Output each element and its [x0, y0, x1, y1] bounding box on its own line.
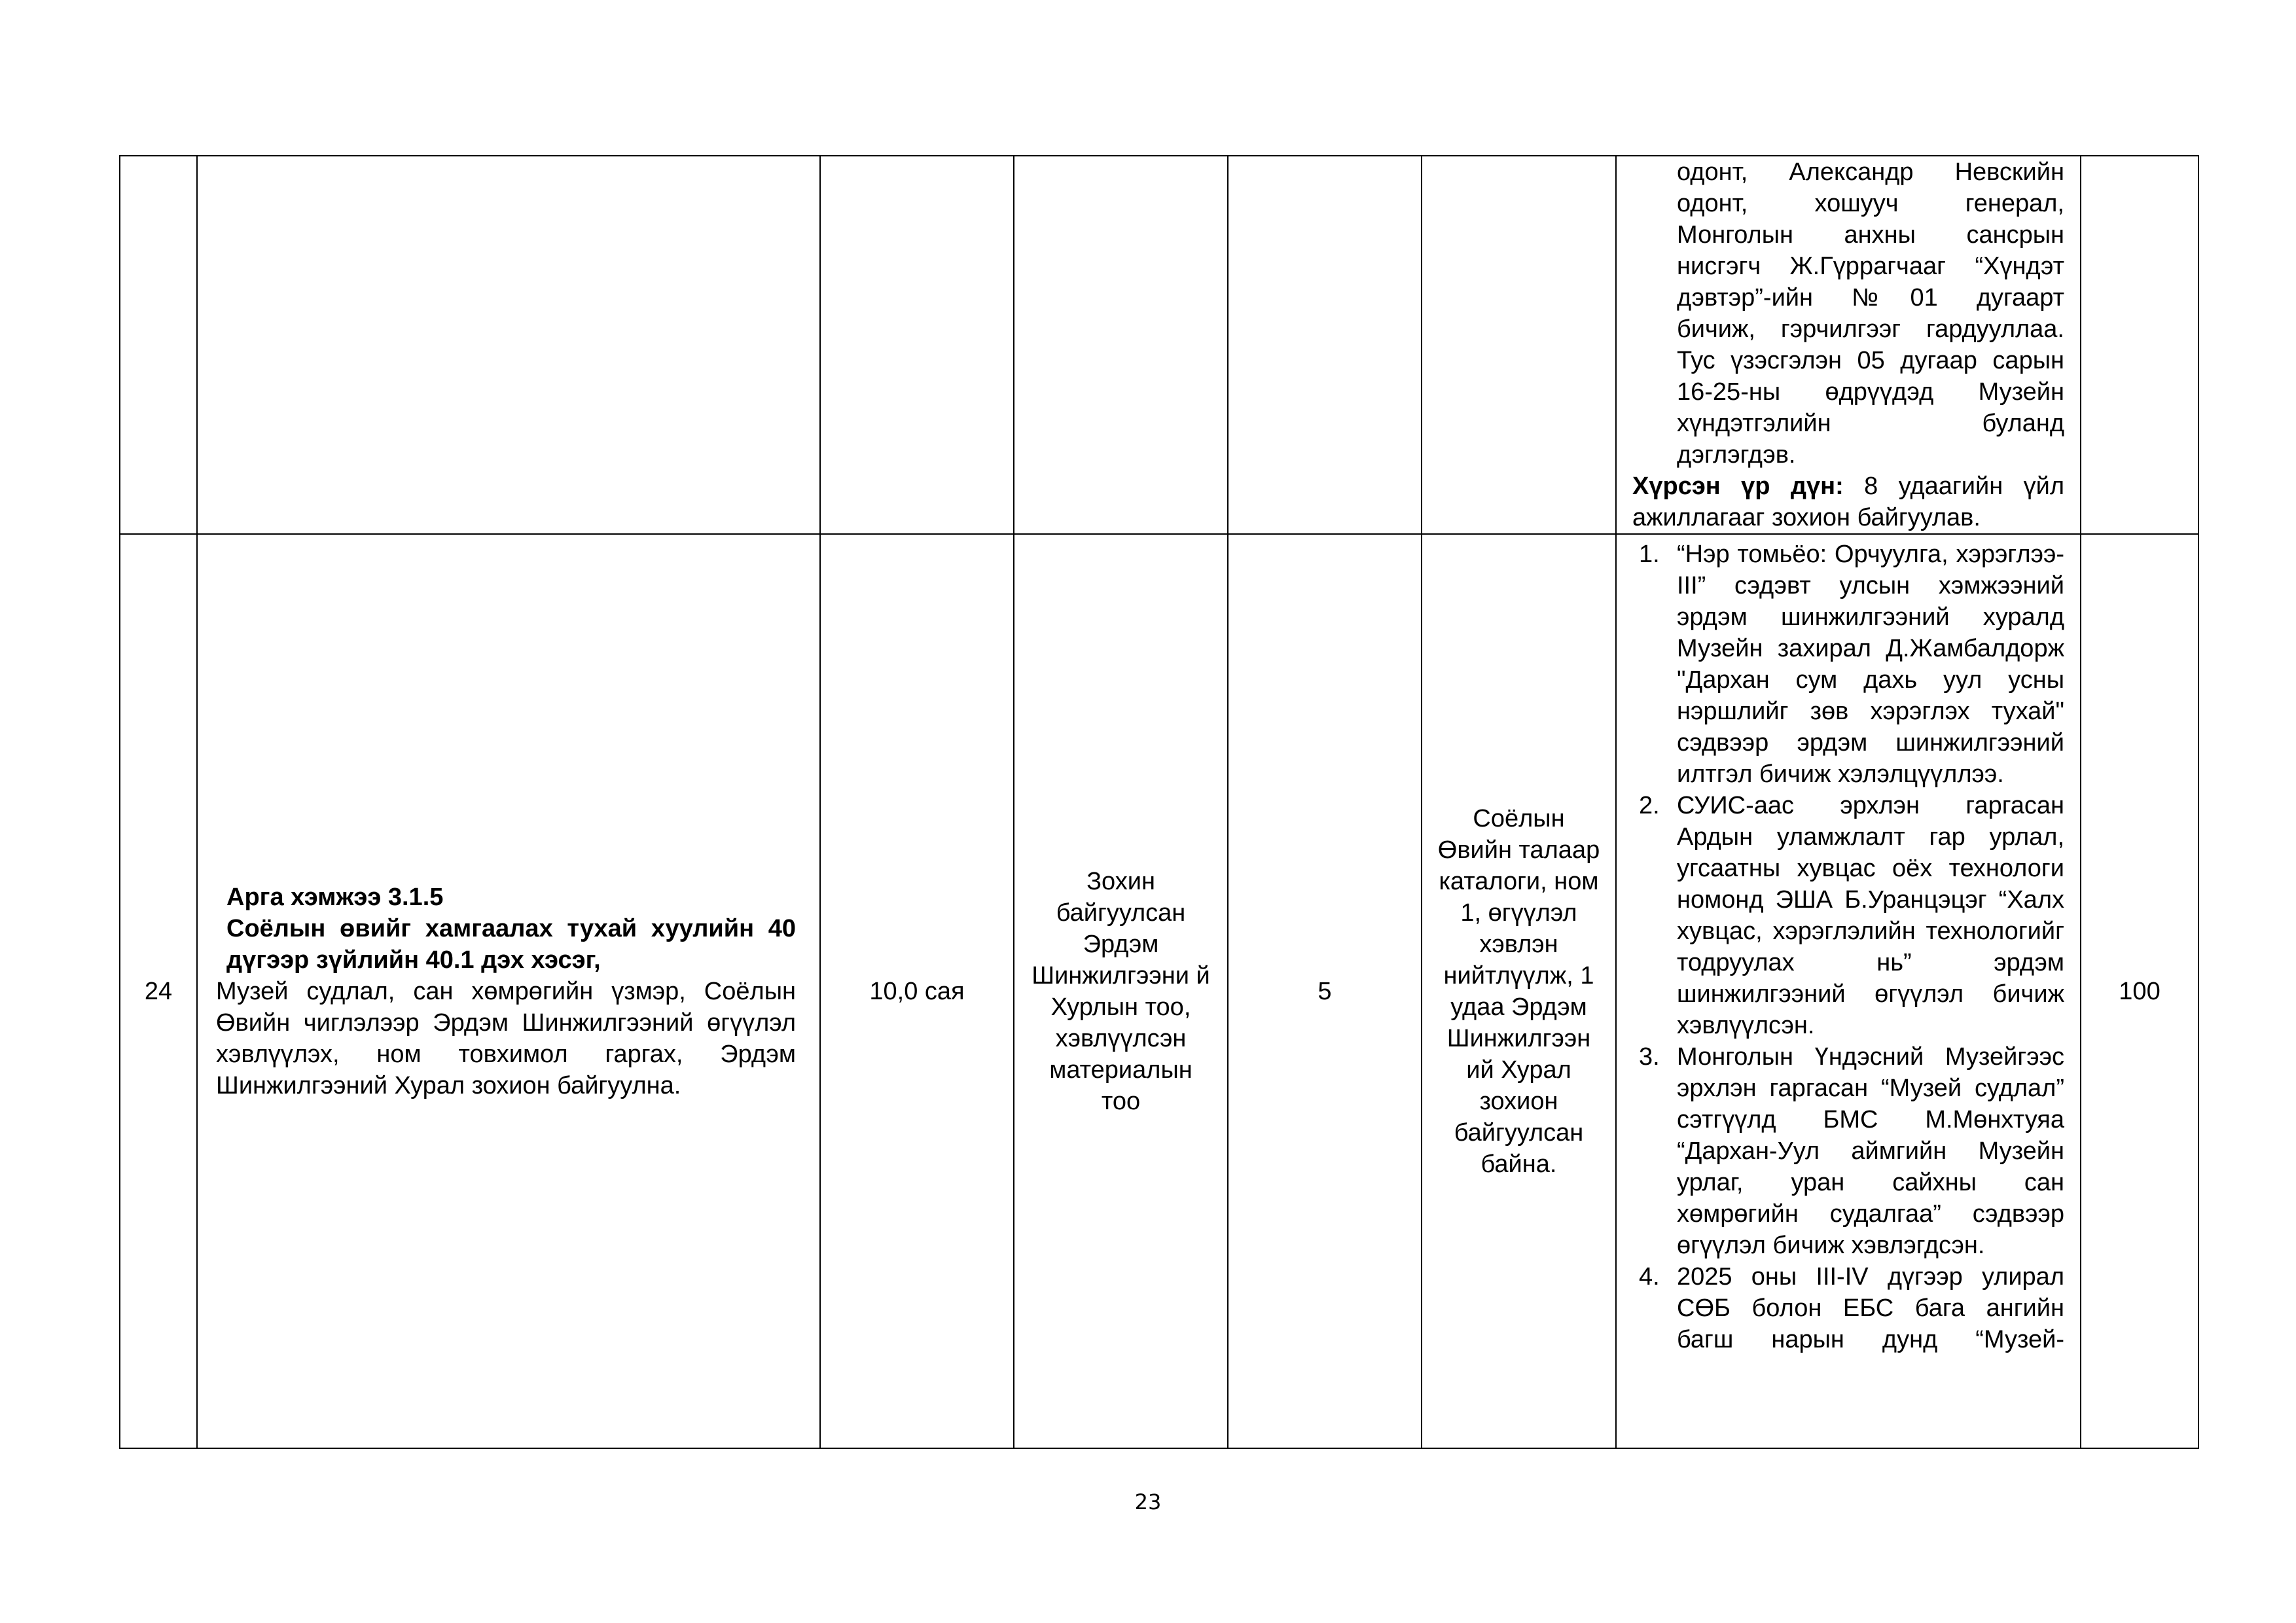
activity-table	[119, 155, 2199, 1449]
report-line: дэвтэр”-ийн №01 дугаарт	[1677, 284, 2064, 312]
report-line: дэглэгдэв.	[1677, 441, 1796, 469]
baseline-text: Соёлын Өвийн талаар каталоги, ном 1, өгүүлэл хэвлэн нийтлүүлж, 1 удаа Эрдэм Шинжилгээн ий Хурал зохион байгуулсан байна.	[1437, 804, 1600, 1178]
results-list	[1632, 539, 2064, 1355]
cell-score-empty	[2081, 156, 2198, 534]
result-text: 8 удаагийн үйл ажиллагааг зохион байгуулав.	[1632, 473, 2064, 531]
report-line: одонт, Александр Невскийн	[1677, 158, 2064, 186]
result-item-number: 3.	[1639, 1043, 1660, 1071]
result-item-text: “Нэр томьёо: Орчуулга, хэрэглээ-III” сэдэвт улсын хэмжээний эрдэм шинжилгээний хуралд Музейн захирал Д.Жамбалдорж "Дархан сум дахь уул усны нэршлийг зөв хэрэглэх тухай" сэдвээр эрдэм шинжилгээний илтгэл бичиж хэлэлцүүллээ.	[1677, 541, 2064, 788]
indicator-text: Зохин байгуулсан Эрдэм Шинжилгээни й Хурлын тоо, хэвлүүлсэн материалын тоо	[1031, 867, 1210, 1115]
result-summary	[1632, 471, 2064, 533]
cell-target: 5	[1228, 534, 1422, 1448]
report-continued-lines	[1632, 156, 2064, 471]
cell-budget-empty	[820, 156, 1014, 534]
result-label: Хүрсэн үр дүн:	[1632, 473, 1844, 500]
result-item	[1639, 1261, 2064, 1355]
result-item	[1639, 1041, 2064, 1261]
cell-row-number: 24	[120, 534, 197, 1448]
page-number: 23	[1134, 1489, 1162, 1514]
result-item-text: Монголын Үндэсний Музейгээс эрхлэн гаргасан “Музей судлал” сэтгүүлд БМС М.Мөнхтуяа “Дархан-Уул аймгийн Музейн урлаг, уран сайхны сан хөмрөгийн судалгаа” сэдвээр өгүүлэл бичиж хэвлэгдсэн.	[1677, 1043, 2064, 1259]
cell-score: 100	[2081, 534, 2198, 1448]
report-line: одонт, хошууч генерал,	[1677, 190, 2064, 217]
report-line: нисгэгч Ж.Гүррагчааг “Хүндэт	[1677, 253, 2064, 280]
cell-budget: 10,0 сая	[820, 534, 1014, 1448]
cell-baseline-empty	[1422, 156, 1616, 534]
cell-number-empty	[120, 156, 197, 534]
result-item-number: 2.	[1639, 792, 1660, 819]
report-line: 16-25-ны өдрүүдэд Музейн	[1677, 378, 2064, 406]
cell-action	[197, 534, 820, 1448]
result-item-text: 2025 оны III-IV дүгээр улирал СӨБ болон ЕБС бага ангийн багш нарын дунд “Музей-	[1677, 1263, 2064, 1353]
cell-report-continued	[1616, 156, 2081, 534]
report-line: бичиж, гэрчилгээг гардууллаа.	[1677, 315, 2064, 343]
cell-indicator-empty	[1014, 156, 1228, 534]
cell-target-empty	[1228, 156, 1422, 534]
cell-indicator	[1014, 534, 1228, 1448]
report-line: хүндэтгэлийн буланд	[1677, 410, 2064, 437]
action-body: Музей судлал, сан хөмрөгийн үзмэр, Соёлын Өвийн чиглэлээр Эрдэм Шинжилгээний өгүүлэл хэвлүүлэх, ном товхимол гаргах, Эрдэм Шинжилгээний Хурал зохион байгуулна.	[216, 977, 796, 1099]
report-line: Тус үзэсгэлэн 05 дугаар сарын	[1677, 347, 2064, 374]
table-row-24	[120, 534, 2198, 1448]
action-title: Арга хэмжээ 3.1.5	[226, 883, 444, 911]
result-item	[1639, 539, 2064, 790]
report-line: Монголын анхны сансрын	[1677, 221, 2064, 249]
action-heading: Соёлын өвийг хамгаалах тухай хуулийн 40 дүгээр зүйлийн 40.1 дэх хэсэг,	[226, 914, 796, 974]
result-item-number: 1.	[1639, 541, 1660, 568]
result-item-text: СУИС-аас эрхлэн гаргасан Ардын уламжлалт гар урлал, угсаатны хувцас оёх технологи номонд ЭША Б.Уранцэцэг “Халх хувцас, хэрэглэлийн технологийг тодруулах нь” эрдэм шинжилгээний өгүүлэл бичиж хэвлүүлсэн.	[1677, 792, 2064, 1039]
table-row-continued	[120, 156, 2198, 534]
result-item	[1639, 790, 2064, 1041]
cell-report	[1616, 534, 2081, 1448]
cell-baseline	[1422, 534, 1616, 1448]
result-item-number: 4.	[1639, 1263, 1660, 1291]
cell-action-empty	[197, 156, 820, 534]
